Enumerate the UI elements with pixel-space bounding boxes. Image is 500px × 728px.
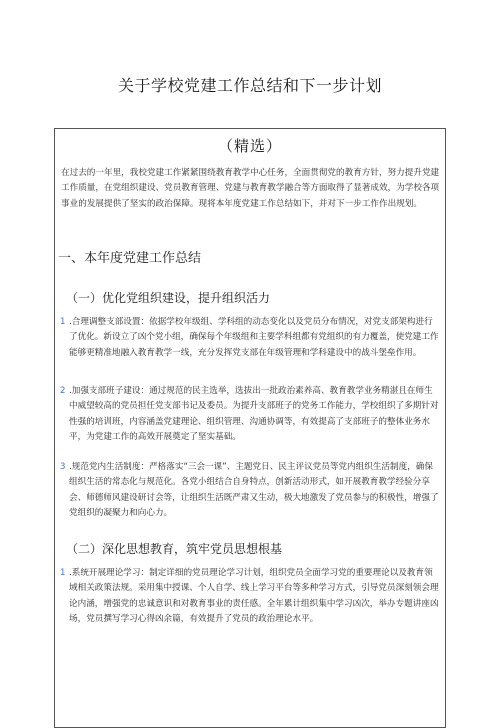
subsection-heading-2: （二）深化思想教育，筑牢党员思想根基 xyxy=(66,542,283,556)
subsection-heading-1: （一）优化党组织建设，提升组织活力 xyxy=(66,291,271,305)
list-item-text: .加强支部班子建设：通过规范的民主选举，选拔出一批政治素养高、教育教学业务精湛且在师生中威望较高的党员担任党支部书记及委员。为提升支部班子的党务工作能力，学校组织了多期针对性强的培训班，内容涵盖党建理论、组织管理、沟通协调等，有效提高了支部班子的整体业务水平，为党建工作的高效开展奠定了坚实基础。 xyxy=(69,386,439,442)
list-item xyxy=(60,460,441,521)
list-item-number: 1 xyxy=(60,568,66,578)
list-item-text: .系统开展理论学习：制定详细的党员理论学习计划，组织党员全面学习党的重要理论以及教育领域相关政策法规。采用集中授课、个人自学、线上学习平台等多种学习方式，引导党员深刻领会理论内涵，增强党的忠诚意识和对教育事业的责任感。全年累计组织集中学习凶次，举办专题讲座凶场，党员撰写学习心得凶余篇，有效提升了党员的政治理论水平。 xyxy=(69,568,439,624)
document-title: 关于学校党建工作总结和下一步计划 xyxy=(117,76,382,95)
section-heading: 一、本年度党建工作总结 xyxy=(58,251,202,266)
list-item-text: .规范党内生活制度：严格落实“三会一课”、主题党日、民主评议党员等党内组织生活制度，确保组织生活的常态化与规范化。各党小组结合自身特点，创新活动形式，如开展教育教学经验分享会、师德师风建设研讨会等，让组织生活既严肃又生动，极大地激发了党员参与的积极性，增强了党组织的凝聚力和向心力。 xyxy=(69,462,439,518)
list-item xyxy=(60,315,441,361)
list-item xyxy=(60,384,441,445)
list-item-number: 1 xyxy=(60,317,66,327)
list-item-number: 2 xyxy=(60,386,66,396)
list-item-number: 3 xyxy=(60,462,66,472)
document-subtitle: （精选） xyxy=(217,137,282,155)
list-item xyxy=(60,566,441,627)
list-item-text: .合理调整支部设置：依据学校年级组、学科组的动态变化以及党员分布情况，对党支部架构进行了优化。新设立了凶个党小组，确保每个年级组和主要学科组都有党组织的有力覆盖，使党建工作能够更精准地融入教育教学一线，充分发挥党支部在年级管理和学科建设中的战斗堡垒作用。 xyxy=(69,317,439,358)
intro-paragraph: 在过去的一年里，我校党建工作紧紧围绕教育教学中心任务，全面贯彻党的教育方针，努力提升党建工作质量，在党组织建设、党员教育管理、党建与教育教学融合等方面取得了显著成效，为学校各项事业的发展提供了坚实的政治保障。现将本年度党建工作总结如下，并对下一步工作作出规划。 xyxy=(61,168,440,209)
